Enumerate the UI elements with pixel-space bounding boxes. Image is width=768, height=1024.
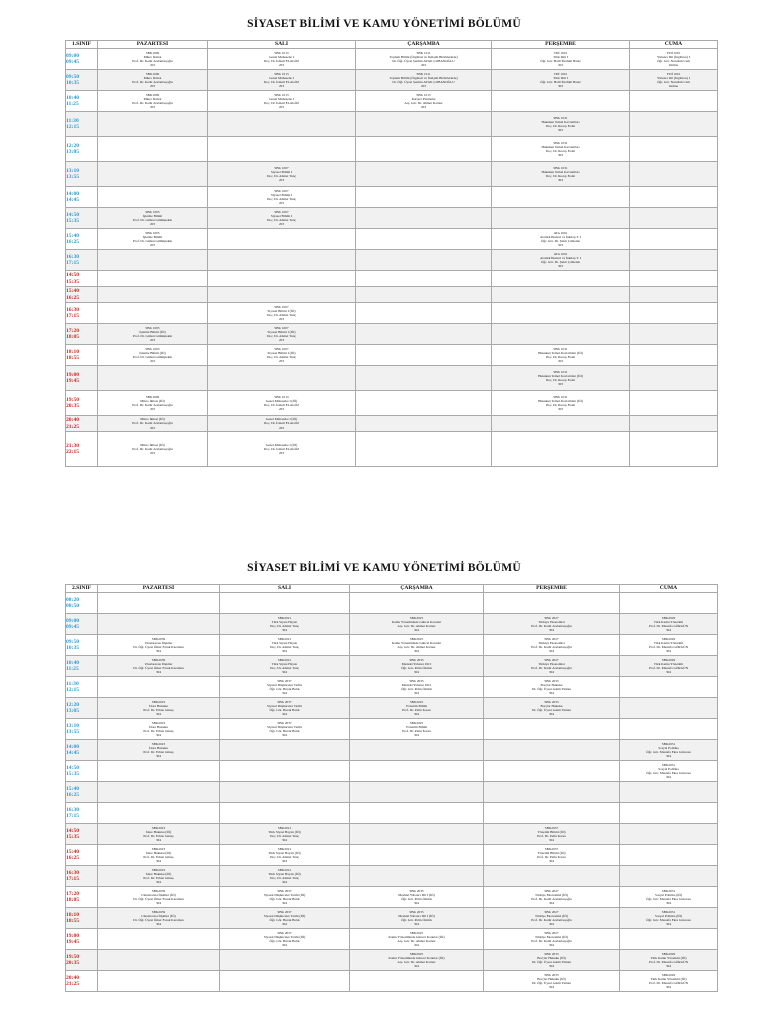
course-cell-monday: SBK1009 Mikro İktisat Prof. Dr. Kadir Arslanbeşoğlu 203 (98, 91, 208, 112)
course-cell-tuesday (208, 366, 356, 391)
course-cell-wednesday (350, 866, 484, 887)
course-cell-wednesday (356, 416, 492, 432)
course-cell-friday: SBK2031 Sosyal Politika (İÖ) Öğr. Gör. Mustafa Ekre Gökcesu 304 (620, 887, 718, 908)
course-cell-monday (98, 971, 220, 992)
course-cell-tuesday (220, 950, 350, 971)
course-cell-thursday: ATA 1001 Atatürk İlkeleri ve İnkılap T. I Öğr. Gör. Dr. Şakir Çömelek 303 (492, 250, 630, 271)
table-row (66, 137, 718, 162)
course-cell-wednesday: SBK2025 Kamu Yönetiminde Güncel Konular (İÖ) Arş. Gör. Dr. Ahmet Karnaz 304 (350, 929, 484, 950)
course-cell-friday (620, 698, 718, 719)
header-friday: CUMA (620, 585, 718, 593)
course-cell-thursday: SBK 1031 Hukukun Temel Kavramları Doç. Dr. Recep Fedai 303 (492, 162, 630, 187)
course-cell-thursday (492, 208, 630, 229)
course-cell-tuesday: SBK 1013 Genel Muhasebe I (İÖ) Doç. Dr. İsmail ELAGÖZ 203 (208, 391, 356, 416)
course-cell-tuesday: SBK 2037 Siyasal Düşünceler Tarihi (İÖ) Öğr. Gör. Burak Balık 304 (220, 887, 350, 908)
course-cell-monday: SBK 1005 İşletme Bilimi (İÖ) Prof. Dr. Gülten Gümüştekin 203 (98, 324, 208, 345)
course-cell-thursday: SBK 1031 Hukukun Temel Kavramları Doç. Dr. Recep Fedai 303 (492, 112, 630, 137)
table-row (66, 324, 718, 345)
table-body (66, 49, 718, 467)
header-row (66, 41, 718, 49)
header-tuesday: SALI (208, 41, 356, 49)
course-cell-thursday: SBK 2033 Borçlar Hukuku (İÖ) Dr. Öğr. Üyesi Adem Yaman 304 (484, 950, 620, 971)
table-row (66, 782, 718, 803)
table-row (66, 70, 718, 91)
course-cell-monday (98, 162, 208, 187)
course-cell-thursday: SBK 2027 Türkiye Ekonomisi Prof. Dr. Kadir Arslanbeşoğlu 304 (484, 656, 620, 677)
time-slot: 16:30 17:15 (66, 303, 98, 324)
course-cell-tuesday (208, 112, 356, 137)
table-row (66, 866, 718, 887)
course-cell-wednesday (356, 345, 492, 366)
course-cell-friday: YDİ 1001 Yabancı Dil (İngilizce) I Öğr. Gör. Nurullah Cam Online (630, 49, 718, 70)
table-row (66, 635, 718, 656)
time-slot: 14:50 15:35 (66, 208, 98, 229)
course-cell-thursday: SBK2037 Yönetim Bilimi (İÖ) Prof. Dr. Pelin Karsu 304 (484, 845, 620, 866)
time-slot: 09:00 09:45 (66, 49, 98, 70)
table-row (66, 416, 718, 432)
course-cell-monday: SBK 1005 İşletme Bilimi Prof. Dr. Gülten Gümüştekin 203 (98, 229, 208, 250)
table-row (66, 208, 718, 229)
header-monday: PAZARTESİ (98, 585, 220, 593)
time-slot: 15:40 16:25 (66, 845, 98, 866)
table-row (66, 287, 718, 303)
table-row (66, 971, 718, 992)
time-slot: 11:30 12:15 (66, 112, 98, 137)
course-cell-wednesday (356, 112, 492, 137)
course-cell-wednesday: SBK 2035 Mesleki Yabancı Dil I Öğr. Gör. Pelin Öztürk 304 (350, 656, 484, 677)
time-slot: 09:50 10:35 (66, 635, 98, 656)
course-cell-monday: SBK1009 Mikro İktisat Prof. Dr. Kadir Arslanbeşoğlu 203 (98, 70, 208, 91)
course-cell-tuesday (208, 287, 356, 303)
course-cell-tuesday: SBK 1013 Genel Muhasebe I Doç. Dr. İsmail ELAGÖZ 203 (208, 91, 356, 112)
time-slot: 21:30 22:15 (66, 432, 98, 467)
course-cell-tuesday: SBK 2037 Siyasal Düşünceler Tarihi Öğr. Gör. Burak Balık 304 (220, 719, 350, 740)
table-row (66, 824, 718, 845)
header-monday: PAZARTESİ (98, 41, 208, 49)
course-cell-thursday (492, 324, 630, 345)
course-cell-friday: SBK2031 Sosyal Politika (İÖ) Öğr. Gör. Mustafa Ekre Gökcesu 304 (620, 908, 718, 929)
course-cell-wednesday (350, 782, 484, 803)
course-cell-monday (98, 112, 208, 137)
course-cell-friday (620, 677, 718, 698)
course-cell-thursday: SBK 2027 Türkiye Ekonomisi (İÖ) Prof. Dr. Kadir Arslanbeşoğlu 304 (484, 887, 620, 908)
table-row (66, 250, 718, 271)
course-cell-thursday (484, 761, 620, 782)
table-row (66, 887, 718, 908)
course-cell-tuesday: Genel Muhasebe I (İÖ) Doç. Dr. İsmail ELAGÖZ 203 (208, 416, 356, 432)
course-cell-monday (98, 366, 208, 391)
time-slot: 16:30 17:15 (66, 250, 98, 271)
course-cell-monday: Mikro İktisat (İÖ) Prof. Dr. Kadir Arslanbeşoğlu 203 (98, 432, 208, 467)
course-cell-wednesday (356, 366, 492, 391)
course-cell-monday (98, 614, 220, 635)
time-slot: 14:00 14:45 (66, 740, 98, 761)
course-cell-thursday: ATA 1001 Atatürk İlkeleri ve İnkılap T. I Öğr. Gör. Dr. Şakir Çömelek 303 (492, 229, 630, 250)
time-slot: 17:20 18:05 (66, 324, 98, 345)
course-cell-friday (630, 324, 718, 345)
course-cell-thursday: SBK 2027 Türkiye Ekonomisi (İÖ) Prof. Dr. Kadir Arslanbeşoğlu 304 (484, 929, 620, 950)
course-cell-monday: SBK2023 İdare Hukuku (İÖ) Prof. Dr. Erhan Güneş 304 (98, 866, 220, 887)
course-cell-monday (98, 761, 220, 782)
course-cell-thursday (484, 719, 620, 740)
course-cell-tuesday: SBK 2037 Siyasal Düşünceler Tarihi (İÖ) Öğr. Gör. Burak Balık 304 (220, 908, 350, 929)
course-cell-friday (630, 303, 718, 324)
course-cell-wednesday (356, 137, 492, 162)
course-cell-friday (630, 366, 718, 391)
course-cell-monday: SBK2039 Uluslararası İlişkiler (İÖ) Dr. Öğr. Üyesi Ömer Faruk Karaman 304 (98, 908, 220, 929)
course-cell-friday (630, 187, 718, 208)
time-slot: 19:00 19:45 (66, 929, 98, 950)
table-row (66, 656, 718, 677)
course-cell-thursday (484, 866, 620, 887)
course-cell-tuesday (220, 593, 350, 614)
course-cell-monday: SBK1009 Mikro İktisat Prof. Dr. Kadir Arslanbeşoğlu 203 (98, 49, 208, 70)
course-cell-tuesday: SBK 1013 Genel Muhasebe I Doç. Dr. İsmail ELAGÖZ 203 (208, 49, 356, 70)
course-cell-tuesday (208, 137, 356, 162)
course-cell-thursday: SBK 2027 Türkiye Ekonomisi (İÖ) Prof. Dr. Kadir Arslanbeşoğlu 304 (484, 908, 620, 929)
time-slot: 15:40 16:25 (66, 782, 98, 803)
course-cell-monday: SBK2023 İdare Hukuku Prof. Dr. Erhan Güneş 304 (98, 719, 220, 740)
table-row (66, 614, 718, 635)
time-slot: 09:50 10:35 (66, 70, 98, 91)
course-cell-thursday: SBK 1031 Hukukun Temel Kavramları (İÖ) Doç. Dr. Recep Fedai 303 (492, 366, 630, 391)
time-slot: 14:00 14:45 (66, 187, 98, 208)
schedule-table-second-year (65, 584, 718, 992)
course-cell-friday (630, 432, 718, 467)
header-class: 2.SINIF (66, 585, 98, 593)
time-slot: 20:40 21:25 (66, 971, 98, 992)
course-cell-wednesday (350, 803, 484, 824)
time-slot: 09:00 09:45 (66, 614, 98, 635)
course-cell-monday: SBK1009 Mikro İktisat (İÖ) Prof. Dr. Kadir Arslanbeşoğlu 203 (98, 391, 208, 416)
course-cell-wednesday: SBK 2035 Mesleki Yabancı Dil I (İÖ) Öğr. Gör. Pelin Öztürk 304 (350, 908, 484, 929)
course-cell-wednesday: SBK2025 Yönetim Bilimi Prof. Dr. Pelin Karsu 304 (350, 719, 484, 740)
time-slot: 16:30 17:15 (66, 803, 98, 824)
time-slot: 10:40 11:25 (66, 656, 98, 677)
table-row (66, 91, 718, 112)
course-cell-thursday: SBK 1031 Hukukun Temel Kavramları (İÖ) Doç. Dr. Recep Fedai 303 (492, 391, 630, 416)
table-body (66, 593, 718, 992)
course-cell-thursday: SBK 2027 Türkiye Ekonomisi Prof. Dr. Kadir Arslanbeşoğlu 304 (484, 614, 620, 635)
course-cell-monday (98, 271, 208, 287)
table-row (66, 761, 718, 782)
course-cell-wednesday (356, 250, 492, 271)
time-slot: 20:40 21:25 (66, 416, 98, 432)
course-cell-friday (620, 824, 718, 845)
course-cell-wednesday (350, 593, 484, 614)
course-cell-monday (98, 250, 208, 271)
course-cell-monday: SBK2023 İdare Hukuku (İÖ) Prof. Dr. Erhan Güneş 304 (98, 845, 220, 866)
course-cell-tuesday: SBK2021 Türk Siyasi Hayatı (İÖ) Doç. Dr. Ahmet Tunç 304 (220, 866, 350, 887)
table-row (66, 719, 718, 740)
table-row (66, 271, 718, 287)
table-row (66, 593, 718, 614)
table-row (66, 345, 718, 366)
course-cell-wednesday (356, 229, 492, 250)
course-cell-wednesday: SBK2025 Kamu Yönetiminde Güncel Konular Arş. Gör. Dr. Ahmet Karnaz 304 (350, 635, 484, 656)
course-cell-friday (630, 112, 718, 137)
course-cell-wednesday (356, 324, 492, 345)
course-cell-tuesday: SBK2021 Türk Siyasi Hayatı Doç. Dr. Ahmet Tunç 304 (220, 614, 350, 635)
course-cell-monday (98, 929, 220, 950)
time-slot: 08:20 08:50 (66, 593, 98, 614)
course-cell-tuesday: SBK2021 Türk Siyasi Hayatı Doç. Dr. Ahmet Tunç 304 (220, 635, 350, 656)
course-cell-tuesday (220, 761, 350, 782)
course-cell-tuesday: SBK 1007 Siyaset Bilimi I Doç. Dr. Ahmet Tunç 203 (208, 187, 356, 208)
course-cell-thursday: SBK 2033 Borçlar Hukuku (İÖ) Dr. Öğr. Üyesi Adem Yaman 304 (484, 971, 620, 992)
time-slot: 17:20 18:05 (66, 887, 98, 908)
course-cell-monday (98, 782, 220, 803)
course-cell-friday: SBK2029 Türk Kamu Yönetimi Prof. Dr. Mustafa GÖRGÜN 304 (620, 635, 718, 656)
course-cell-thursday: SBK 2027 Türkiye Ekonomisi Prof. Dr. Kadir Arslanbeşoğlu 304 (484, 635, 620, 656)
time-slot: 18:10 18:55 (66, 908, 98, 929)
course-cell-monday: SBK2023 İdare Hukuku (İÖ) Prof. Dr. Erhan Güneş 304 (98, 824, 220, 845)
course-cell-monday (98, 303, 208, 324)
course-cell-thursday (492, 271, 630, 287)
course-cell-tuesday (220, 740, 350, 761)
page-title-second-year: SİYASET BİLİMİ VE KAMU YÖNETİMİ BÖLÜMÜ (247, 562, 521, 574)
table-row (66, 677, 718, 698)
course-cell-friday (630, 345, 718, 366)
course-cell-friday (620, 929, 718, 950)
time-slot: 13:10 13:55 (66, 719, 98, 740)
schedule-table-first-year (65, 40, 718, 467)
course-cell-friday (630, 287, 718, 303)
course-cell-friday (620, 782, 718, 803)
course-cell-wednesday: SBK 2035 Mesleki Yabancı Dil I Öğr. Gör. Pelin Öztürk 304 (350, 677, 484, 698)
course-cell-tuesday (208, 250, 356, 271)
course-cell-monday: SBK2023 İdare Hukuku Prof. Dr. Erhan Güneş 304 (98, 740, 220, 761)
time-slot: 12:20 13:05 (66, 698, 98, 719)
course-cell-monday (98, 287, 208, 303)
course-cell-wednesday (350, 845, 484, 866)
course-cell-wednesday: SBK 2035 Mesleki Yabancı Dil I (İÖ) Öğr. Gör. Pelin Öztürk 304 (350, 887, 484, 908)
table-row (66, 432, 718, 467)
course-cell-monday (98, 950, 220, 971)
course-cell-monday (98, 803, 220, 824)
table-row (66, 229, 718, 250)
course-cell-tuesday: SBK2021 Türk Siyasi Hayatı (İÖ) Doç. Dr. Ahmet Tunç 304 (220, 824, 350, 845)
time-slot: 10:40 11:25 (66, 91, 98, 112)
course-cell-wednesday (356, 287, 492, 303)
course-cell-friday (630, 229, 718, 250)
course-cell-friday: SBK2029 Türk Kamu Yönetimi Prof. Dr. Mustafa GÖRGÜN 304 (620, 656, 718, 677)
course-cell-wednesday: SBK2025 Kamu Yönetiminde Güncel Konular Arş. Gör. Dr. Ahmet Karnaz 304 (350, 614, 484, 635)
course-cell-tuesday: SBK 1007 Siyaset Bilimi I (İÖ) Doç. Dr. Ahmet Tunç 203 (208, 324, 356, 345)
course-cell-wednesday: SBK2025 Yönetim Bilimi Prof. Dr. Pelin Karsu 304 (350, 698, 484, 719)
course-cell-thursday: SBK 2033 Borçlar Hukuku Dr. Öğr. Üyesi Adem Yaman 304 (484, 677, 620, 698)
course-cell-monday (98, 593, 220, 614)
table-row (66, 929, 718, 950)
time-slot: 19:00 19:45 (66, 366, 98, 391)
course-cell-wednesday: SBK2025 Kamu Yönetiminde Güncel Konular (İÖ) Arş. Gör. Dr. Ahmet Karnaz 304 (350, 950, 484, 971)
course-cell-friday (630, 162, 718, 187)
course-cell-thursday (492, 303, 630, 324)
time-slot: 15:40 16:25 (66, 287, 98, 303)
course-cell-wednesday (350, 740, 484, 761)
course-cell-monday: SBK 1005 İşletme Bilimi (İÖ) Prof. Dr. Gülten Gümüştekin 203 (98, 345, 208, 366)
course-cell-thursday (492, 432, 630, 467)
course-cell-tuesday: SBK 1007 Siyaset Bilimi I Doç. Dr. Ahmet Tunç 203 (208, 162, 356, 187)
course-cell-friday (620, 845, 718, 866)
course-cell-wednesday: SBK 1011 Toplum Bilimi (Örgütsel ve İletişim Birimlerinde) Dr. Öğr. Üyesi Şermin AYAK ÇOBANOĞLU 203 (356, 49, 492, 70)
time-slot: 13:10 13:55 (66, 162, 98, 187)
page-title-first-year: SİYASET BİLİMİ VE KAMU YÖNETİMİ BÖLÜMÜ (247, 18, 521, 30)
course-cell-monday: SBK2023 İdare Hukuku Prof. Dr. Erhan Güneş 304 (98, 698, 220, 719)
course-cell-thursday (492, 287, 630, 303)
course-cell-friday: YDİ 1001 Yabancı Dil (İngilizce) I Öğr. Gör. Nurullah Cam Online (630, 70, 718, 91)
table-row (66, 112, 718, 137)
table-row (66, 366, 718, 391)
course-cell-monday (98, 677, 220, 698)
time-slot: 12:20 13:05 (66, 137, 98, 162)
header-thursday: PERŞEMBE (492, 41, 630, 49)
course-cell-tuesday: SBK2021 Türk Siyasi Hayatı (İÖ) Doç. Dr. Ahmet Tunç 304 (220, 845, 350, 866)
course-cell-wednesday (356, 432, 492, 467)
time-slot: 14:50 15:35 (66, 824, 98, 845)
header-wednesday: ÇARŞAMBA (350, 585, 484, 593)
header-tuesday: SALI (220, 585, 350, 593)
course-cell-friday: SBK2031 Sosyal Politika Öğr. Gör. Mustafa Ekre Gökcesu 304 (620, 740, 718, 761)
table-row (66, 740, 718, 761)
table-row (66, 187, 718, 208)
time-slot: 19:50 20:35 (66, 950, 98, 971)
course-cell-tuesday: SBK 1013 Genel Muhasebe I Doç. Dr. İsmail ELAGÖZ 203 (208, 70, 356, 91)
course-cell-thursday (484, 782, 620, 803)
course-cell-wednesday (356, 162, 492, 187)
course-cell-friday (620, 803, 718, 824)
course-cell-tuesday: Genel Muhasebe I (İÖ) Doç. Dr. İsmail ELAGÖZ 203 (208, 432, 356, 467)
course-cell-tuesday: SBK2021 Türk Siyasi Hayatı Doç. Dr. Ahmet Tunç 304 (220, 656, 350, 677)
course-cell-tuesday (220, 971, 350, 992)
table-row (66, 303, 718, 324)
course-cell-friday (620, 593, 718, 614)
course-cell-thursday (492, 416, 630, 432)
header-friday: CUMA (630, 41, 718, 49)
course-cell-friday (630, 137, 718, 162)
course-cell-friday: SBK2029 Türk Kamu Yönetimi Prof. Dr. Mustafa GÖRGÜN 304 (620, 614, 718, 635)
course-cell-friday (630, 250, 718, 271)
course-cell-tuesday (220, 782, 350, 803)
time-slot: 19:50 20:35 (66, 391, 98, 416)
course-cell-wednesday (356, 187, 492, 208)
course-cell-monday: SBK2039 Uluslararası İlişkiler Dr. Öğr. Üyesi Ömer Faruk Karaman 304 (98, 635, 220, 656)
table-row (66, 803, 718, 824)
table-row (66, 950, 718, 971)
course-cell-tuesday: SBK 2037 Siyasal Düşünceler Tarihi Öğr. Gör. Burak Balık 304 (220, 698, 350, 719)
time-slot: 11:30 12:15 (66, 677, 98, 698)
table-row (66, 391, 718, 416)
course-cell-tuesday: SBK 2037 Siyasal Düşünceler Tarihi (İÖ) Öğr. Gör. Burak Balık 304 (220, 929, 350, 950)
course-cell-friday (630, 208, 718, 229)
course-cell-monday (98, 187, 208, 208)
course-cell-wednesday (350, 761, 484, 782)
course-cell-thursday: SBK 1031 Hukukun Temel Kavramları (İÖ) Doç. Dr. Recep Fedai 303 (492, 345, 630, 366)
course-cell-thursday: TDİ 1001 Türk Dili I Öğr. Gör. Halil İbrahim Balaz 303 (492, 70, 630, 91)
course-cell-wednesday: SBK 1015 Kariyer Planlama Arş. Gör. Dr. Ahmet Karnaz 203 (356, 91, 492, 112)
course-cell-wednesday: SBK 1011 Toplum Bilimi (Örgütsel ve İletişim Birimlerinde) Dr. Öğr. Üyesi Şermin AYAK ÇOBANOĞLU 203 (356, 70, 492, 91)
course-cell-tuesday (208, 271, 356, 287)
course-cell-wednesday (356, 303, 492, 324)
course-cell-friday: SBK2029 Türk Kamu Yönetimi (İÖ) Prof. Dr. Mustafa GÖRGÜN 304 (620, 950, 718, 971)
course-cell-wednesday (356, 271, 492, 287)
time-slot: 16:30 17:15 (66, 866, 98, 887)
course-cell-wednesday (350, 824, 484, 845)
course-cell-wednesday (356, 208, 492, 229)
course-cell-wednesday (350, 971, 484, 992)
course-cell-friday (630, 271, 718, 287)
table-row (66, 908, 718, 929)
course-cell-friday (630, 416, 718, 432)
course-cell-tuesday: SBK 1007 Siyaset Bilimi I (İÖ) Doç. Dr. Ahmet Tunç 203 (208, 303, 356, 324)
course-cell-friday (630, 91, 718, 112)
course-cell-monday: SBK 1005 İşletme Bilimi Prof. Dr. Gülten Gümüştekin 203 (98, 208, 208, 229)
course-cell-tuesday (208, 229, 356, 250)
header-class: 1.SINIF (66, 41, 98, 49)
course-cell-thursday (492, 187, 630, 208)
course-cell-monday: SBK2039 Uluslararası İlişkiler (İÖ) Dr. Öğr. Üyesi Ömer Faruk Karaman 304 (98, 887, 220, 908)
course-cell-friday (620, 866, 718, 887)
header-row (66, 585, 718, 593)
course-cell-thursday: TDİ 1001 Türk Dili I Öğr. Gör. Halil İbrahim Balaz 303 (492, 49, 630, 70)
course-cell-thursday: SBK 2033 Borçlar Hukuku Dr. Öğr. Üyesi Adem Yaman 304 (484, 698, 620, 719)
course-cell-tuesday: SBK 1007 Siyaset Bilimi I Doç. Dr. Ahmet Tunç 203 (208, 208, 356, 229)
time-slot: 14:50 15:35 (66, 271, 98, 287)
course-cell-thursday: SBK2037 Yönetim Bilimi (İÖ) Prof. Dr. Pelin Karsu 304 (484, 824, 620, 845)
course-cell-friday: SBK2029 Türk Kamu Yönetimi (İÖ) Prof. Dr. Mustafa GÖRGÜN 304 (620, 971, 718, 992)
course-cell-tuesday: SBK 2037 Siyasal Düşünceler Tarihi Öğr. Gör. Burak Balık 304 (220, 677, 350, 698)
course-cell-monday: SBK2039 Uluslararası İlişkiler Dr. Öğr. Üyesi Ömer Faruk Karaman 304 (98, 656, 220, 677)
course-cell-thursday (484, 740, 620, 761)
course-cell-thursday (484, 593, 620, 614)
header-wednesday: ÇARŞAMBA (356, 41, 492, 49)
course-cell-thursday (492, 91, 630, 112)
course-cell-monday: Mikro İktisat (İÖ) Prof. Dr. Kadir Arslanbeşoğlu 203 (98, 416, 208, 432)
course-cell-wednesday (356, 391, 492, 416)
time-slot: 18:10 18:55 (66, 345, 98, 366)
table-row (66, 49, 718, 70)
course-cell-thursday: SBK 1031 Hukukun Temel Kavramları Doç. Dr. Recep Fedai 303 (492, 137, 630, 162)
course-cell-tuesday (220, 803, 350, 824)
course-cell-friday (620, 719, 718, 740)
time-slot: 15:40 16:25 (66, 229, 98, 250)
time-slot: 14:50 15:35 (66, 761, 98, 782)
course-cell-friday: SBK2031 Sosyal Politika Öğr. Gör. Mustafa Ekre Gökcesu 304 (620, 761, 718, 782)
table-row (66, 845, 718, 866)
course-cell-monday (98, 137, 208, 162)
table-row (66, 698, 718, 719)
header-thursday: PERŞEMBE (484, 585, 620, 593)
course-cell-thursday (484, 803, 620, 824)
course-cell-tuesday: SBK 1007 Siyaset Bilimi I (İÖ) Doç. Dr. Ahmet Tunç 203 (208, 345, 356, 366)
course-cell-friday (630, 391, 718, 416)
table-row (66, 162, 718, 187)
